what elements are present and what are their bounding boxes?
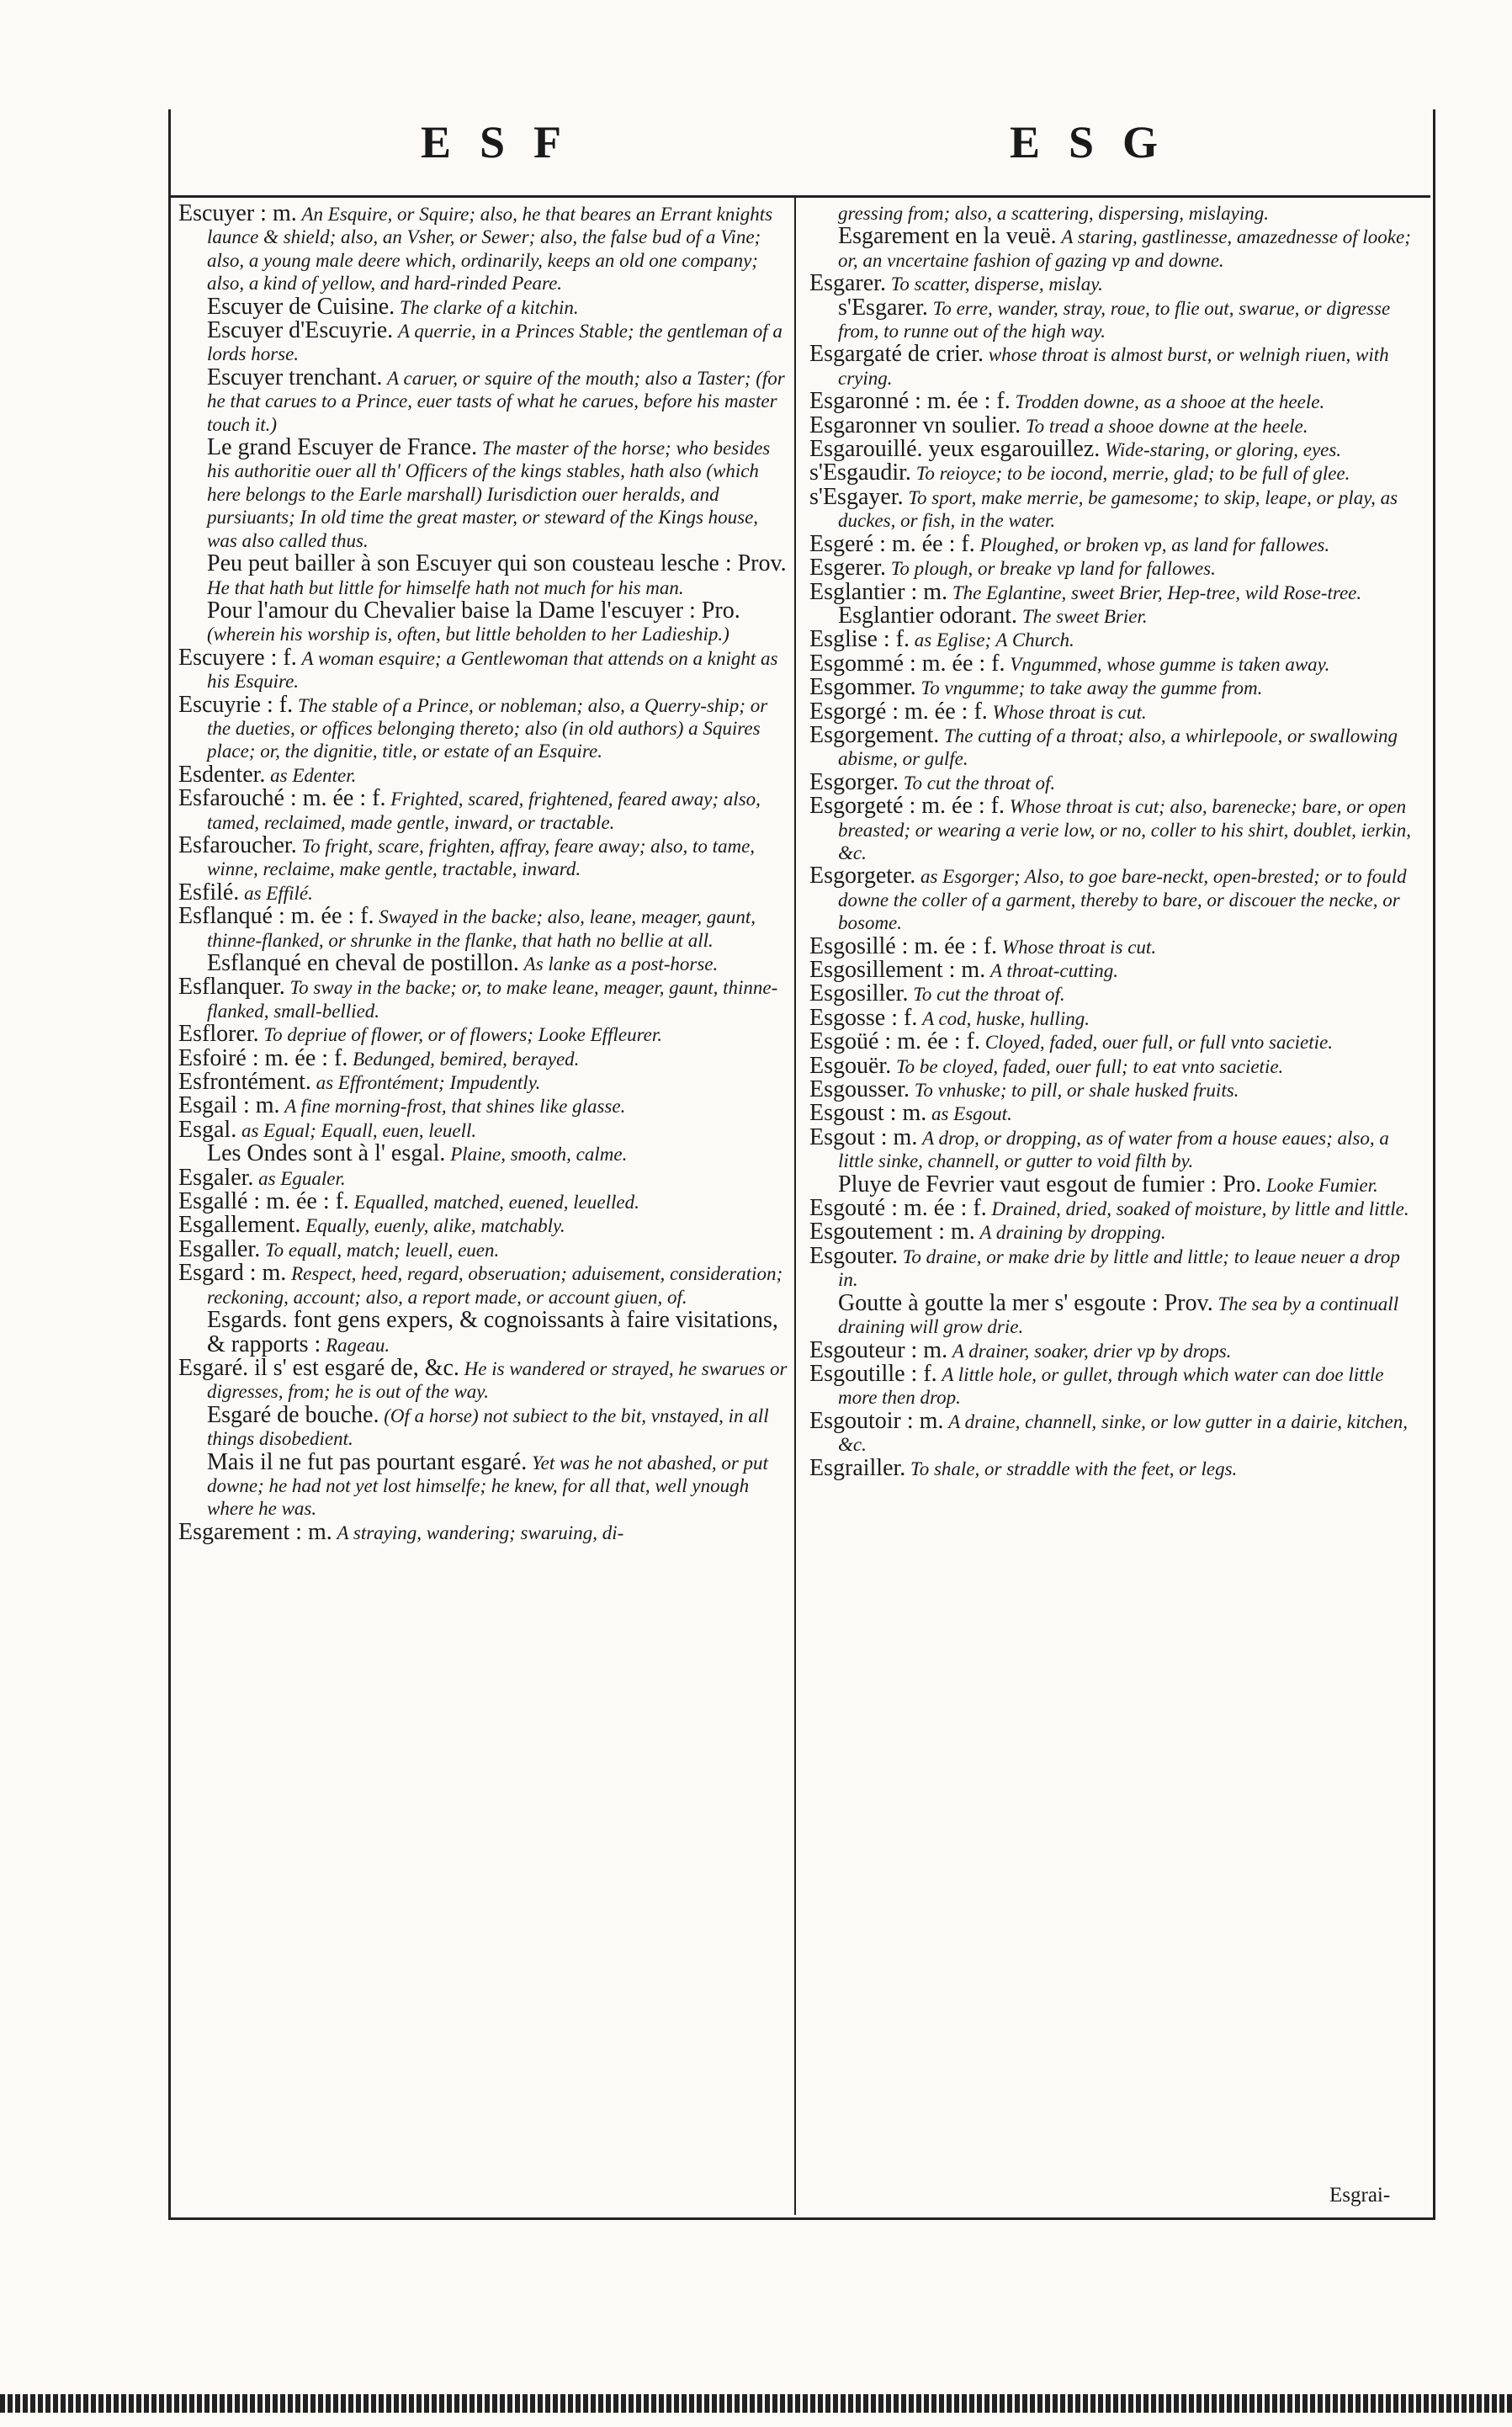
entry-headword: Esgallement. xyxy=(178,1212,301,1239)
dictionary-entry xyxy=(809,864,1424,934)
entry-headword: Esflanquer. xyxy=(178,974,285,1001)
dictionary-entry xyxy=(809,1054,1424,1078)
entry-definition: Whose throat is cut. xyxy=(992,701,1147,723)
entry-headword: Les Ondes sont à l' esgal. xyxy=(207,1140,446,1167)
dictionary-entry xyxy=(809,676,1424,699)
entry-headword: Esdenter. xyxy=(178,761,266,788)
entry-definition: Drained, dried, soaked of moisture, by little and little. xyxy=(991,1198,1409,1220)
dictionary-entry xyxy=(809,1336,1424,1363)
entry-headword: Esgaronné : m. ée : f. xyxy=(809,388,1011,415)
dictionary-entry xyxy=(178,1118,793,1142)
entry-headword: s'Esgayer. xyxy=(809,483,904,510)
entry-definition: whose throat is almost burst, or welnigh riuen, with crying. xyxy=(838,344,1389,389)
entry-definition: Wide-staring, or gloring, eyes. xyxy=(1104,439,1342,461)
entry-definition: A woman esquire; a Gentlewoman that attends on a knight as his Esquire. xyxy=(207,647,778,693)
entry-headword: Esgail : m. xyxy=(178,1092,280,1119)
entry-headword: Esgarement : m. xyxy=(178,1518,332,1545)
dictionary-entry xyxy=(178,1142,793,1166)
dictionary-entry xyxy=(809,1454,1424,1481)
entry-definition: (Of a horse) not subiect to the bit, vnstayed, in all things disobedient. xyxy=(207,1405,769,1450)
entry-definition: To shale, or straddle with the feet, or legs. xyxy=(910,1458,1238,1479)
header-rule xyxy=(168,195,1430,198)
entry-headword: Esgrailler. xyxy=(809,1454,906,1481)
dictionary-entry xyxy=(178,599,793,646)
entry-definition: He is wandered or strayed, he swarues or digresses, from; he is out of the way. xyxy=(207,1357,788,1403)
entry-definition: Plaine, smooth, calme. xyxy=(450,1144,628,1166)
entry-headword: Esflanqué : m. ée : f. xyxy=(178,903,374,930)
entry-definition: The clarke of a kitchin. xyxy=(399,296,579,318)
dictionary-entry xyxy=(178,831,793,881)
dictionary-entry xyxy=(178,1401,793,1451)
column-divider xyxy=(794,195,796,2215)
entry-headword: Esgommé : m. ée : f. xyxy=(809,650,1005,677)
dictionary-entry xyxy=(809,794,1424,864)
entry-definition: A drop, or dropping, as of water from a house eaues; also, a little sinke, channell, or gutter to void filth by. xyxy=(838,1127,1389,1172)
dictionary-entry xyxy=(809,1102,1424,1125)
entry-definition: To fright, scare, frighten, affray, feare away; also, to tame, winne, reclaime, make gentle, tractable, inward. xyxy=(207,835,756,880)
entry-definition: A cod, huske, hulling. xyxy=(922,1007,1090,1029)
entry-definition: To depriue of flower, or of flowers; Looke Effleurer. xyxy=(263,1024,663,1046)
dictionary-entry xyxy=(809,932,1424,959)
dictionary-entry xyxy=(178,1214,793,1237)
entry-definition: (wherein his worship is, often, but little beholden to her Ladieship.) xyxy=(207,624,729,645)
entry-headword: Goutte à goutte la mer s' esgoute : Prov. xyxy=(838,1289,1213,1316)
entry-headword: Esgaré de bouche. xyxy=(207,1401,379,1428)
entry-headword: Esgaler. xyxy=(178,1164,254,1191)
entry-definition: To be cloyed, faded, ouer full; to eat vnto sacietie. xyxy=(895,1055,1284,1077)
dictionary-entry xyxy=(178,202,793,295)
entry-definition: A caruer, or squire of the mouth; also a Taster; (for he that carues to a Prince, euer tasts of what he carues, before his master touch it.) xyxy=(207,367,785,435)
entry-definition: To tread a shooe downe at the heele. xyxy=(1025,415,1308,437)
dictionary-entry xyxy=(178,1166,793,1190)
running-head-left: ESF xyxy=(421,117,591,167)
dictionary-entry xyxy=(809,1123,1424,1173)
entry-definition: The cutting of a throat; also, a whirlepoole, or swallowing abisme, or gulfe. xyxy=(838,725,1398,770)
entry-definition: Vngummed, whose gumme is taken away. xyxy=(1010,653,1330,675)
entry-headword: Esgoüé : m. ée : f. xyxy=(809,1028,980,1055)
entry-headword: Esgosiller. xyxy=(809,980,909,1007)
entry-headword: Esgarer. xyxy=(809,270,886,297)
dictionary-entry xyxy=(178,319,793,366)
entry-definition: The sweet Brier. xyxy=(1021,605,1148,627)
entry-headword: Escuyere : f. xyxy=(178,644,297,671)
entry-headword: Esgousser. xyxy=(809,1076,910,1103)
entry-headword: Esgosse : f. xyxy=(809,1004,918,1031)
entry-headword: Esglantier odorant. xyxy=(838,602,1018,629)
dictionary-entry xyxy=(809,721,1424,771)
dictionary-entry xyxy=(809,483,1424,533)
entry-definition: as Esgorger; Also, to goe bare-neckt, open-brested; or to fould downe the coller of a garment, thereby to bare, or discouer the necke, or bosome. xyxy=(838,866,1407,934)
entry-definition: Looke Fumier. xyxy=(1265,1174,1378,1196)
entry-headword: Esgorgeté : m. ée : f. xyxy=(809,793,1005,820)
entry-definition: Respect, heed, regard, obseruation; aduisement, consideration; reckoning, account; also, a report made, or account giuen, of. xyxy=(207,1263,783,1308)
entry-definition: Whose throat is cut; also, barenecke; bare, or open breasted; or wearing a verie low, or no, coller to his shirt, doublet, ierkin, &c. xyxy=(838,796,1411,863)
entry-definition: The stable of a Prince, or nobleman; also, a Querry-ship; or the dueties, or offices belonging thereto; also (in old authors) a Squires place; or, the dignitie, title, or estate of an Esquire. xyxy=(207,694,768,762)
running-head-right: ESG xyxy=(1010,117,1187,167)
entry-definition: A querrie, in a Princes Stable; the gentleman of a lords horse. xyxy=(207,321,783,365)
entry-headword: Esgorgement. xyxy=(809,721,940,748)
entry-definition: He that hath but little for himselfe hath not much for his man. xyxy=(207,576,684,598)
entry-definition: Yet was he not abashed, or put downe; he had not yet lost himselfe; he knew, for all that, well ynough where he was. xyxy=(207,1452,768,1520)
entry-definition: as Eglise; A Church. xyxy=(914,629,1074,651)
entry-definition: To erre, wander, stray, roue, to flie out, swarue, or digresse from, to runne out of the high way. xyxy=(838,297,1391,343)
dictionary-entry xyxy=(809,390,1424,413)
entry-definition: As lanke as a post-horse. xyxy=(523,953,719,975)
entry-definition: Frighted, scared, frightened, feared away; also, tamed, reclaimed, made gentle, inward, or tractable. xyxy=(207,789,761,833)
entry-definition: Whose throat is cut. xyxy=(1001,936,1157,958)
entry-definition: To cut the throat of. xyxy=(903,772,1056,794)
entry-definition: The Eglantine, sweet Brier, Hep-tree, wild Rose-tree. xyxy=(952,582,1362,603)
dictionary-entry xyxy=(178,366,793,436)
dictionary-entry xyxy=(178,1044,793,1071)
entry-headword: Esfarouché : m. ée : f. xyxy=(178,785,386,812)
entry-definition: Bedunged, bemired, berayed. xyxy=(353,1048,580,1070)
dictionary-entry xyxy=(809,1242,1424,1292)
dictionary-entry xyxy=(809,202,1424,225)
dictionary-entry xyxy=(809,959,1424,982)
entry-definition: Swayed in the backe; also, leane, meager, gaunt, thinne-flanked, or shrunke in the flanke, that hath no bellie at all. xyxy=(207,906,756,951)
dictionary-entry xyxy=(178,1070,793,1094)
entry-headword: Esgargaté de crier. xyxy=(809,341,984,368)
entry-definition: To scatter, disperse, mislay. xyxy=(890,274,1103,295)
entry-definition: To equall, match; leuell, euen. xyxy=(264,1239,500,1261)
entry-headword: Escuyer d'Escuyrie. xyxy=(207,317,394,344)
entry-definition: A little hole, or gullet, through which water can doe little more then drop. xyxy=(838,1363,1384,1409)
entry-headword: Esflorer. xyxy=(178,1021,259,1048)
entry-headword: Esgards. font gens expers, & cognoissants à faire visitations, & rapports : xyxy=(207,1307,778,1357)
dictionary-entry xyxy=(809,414,1424,438)
entry-definition: as Egualer. xyxy=(258,1167,346,1189)
entry-definition: To plough, or breake vp land for fallowes. xyxy=(890,558,1216,580)
entry-definition: A staring, gastlinesse, amazednesse of looke; or, an vncertaine fashion of gazing vp and downe. xyxy=(838,226,1411,271)
entry-headword: Esgorger. xyxy=(809,768,899,795)
dictionary-entry xyxy=(809,982,1424,1006)
entry-headword: Esglantier : m. xyxy=(809,578,948,605)
dictionary-entry xyxy=(809,343,1424,390)
entry-definition: A throat-cutting. xyxy=(989,960,1119,981)
entry-headword: Escuyer de Cuisine. xyxy=(207,293,395,320)
entry-definition: Rageau. xyxy=(326,1334,390,1356)
entry-headword: Esgard : m. xyxy=(178,1260,287,1287)
entry-headword: Esgoutille : f. xyxy=(809,1360,937,1387)
entry-definition: To vnhuske; to pill, or shale husked fruits. xyxy=(914,1080,1239,1102)
dictionary-entry xyxy=(809,1078,1424,1102)
entry-headword: Esfrontément. xyxy=(178,1069,311,1096)
entry-definition: A drainer, soaker, drier vp by drops. xyxy=(952,1340,1232,1362)
entry-definition: Equalled, matched, euened, leuelled. xyxy=(353,1192,639,1214)
dictionary-entry xyxy=(809,1289,1424,1339)
entry-headword: Esgaronner vn soulier. xyxy=(809,412,1021,438)
entry-headword: Esgerer. xyxy=(809,555,886,582)
entry-headword: Esgal. xyxy=(178,1116,237,1143)
dictionary-entry xyxy=(809,556,1424,580)
entry-headword: Peu peut bailler à son Escuyer qui son cousteau lesche : Prov. xyxy=(207,550,787,577)
entry-definition: The sea by a continuall draining will grow drie. xyxy=(838,1293,1399,1338)
dictionary-entry xyxy=(178,646,793,693)
dictionary-entry xyxy=(178,1309,793,1357)
dictionary-entry xyxy=(809,1407,1424,1457)
dictionary-entry xyxy=(178,905,793,952)
dictionary-entry xyxy=(809,578,1424,605)
entry-headword: Le grand Escuyer de France. xyxy=(207,434,478,461)
dictionary-entry xyxy=(809,628,1424,651)
dictionary-entry xyxy=(178,693,793,763)
dictionary-entry xyxy=(178,1448,793,1521)
left-column xyxy=(178,202,793,1544)
entry-headword: Esgaré. il s' est esgaré de, &c. xyxy=(178,1354,459,1381)
entry-definition: Trodden downe, as a shooe at the heele. xyxy=(1015,391,1325,413)
entry-headword: Esgouter. xyxy=(809,1242,898,1269)
entry-definition: as Egual; Equall, euen, leuell. xyxy=(241,1119,477,1141)
dictionary-entry xyxy=(809,272,1424,295)
dictionary-entry xyxy=(178,1354,793,1404)
entry-headword: Esgaller. xyxy=(178,1235,261,1262)
entry-definition: To sway in the backe; or, to make leane, meager, gaunt, thinne-flanked, small-bellied. xyxy=(207,977,778,1022)
dictionary-entry xyxy=(178,436,793,552)
entry-headword: Esgallé : m. ée : f. xyxy=(178,1188,349,1215)
dictionary-entry xyxy=(809,530,1424,557)
dictionary-entry xyxy=(809,604,1424,628)
entry-headword: Esgorgeter. xyxy=(809,863,916,890)
entry-definition: as Edenter. xyxy=(270,764,357,786)
dictionary-entry xyxy=(178,1190,793,1214)
entry-definition: To cut the throat of. xyxy=(913,984,1065,1006)
entry-headword: Esgouté : m. ée : f. xyxy=(809,1195,987,1222)
entry-headword: Esgout : m. xyxy=(809,1123,918,1150)
entry-headword: Escuyer : m. xyxy=(178,200,297,226)
entry-headword: Esglise : f. xyxy=(809,626,910,653)
entry-headword: Esgouër. xyxy=(809,1052,892,1079)
entry-definition: Ploughed, or broken vp, as land for fallowes. xyxy=(979,534,1330,555)
entry-headword: Esgarouillé. yeux esgarouillez. xyxy=(809,436,1101,463)
entry-headword: Mais il ne fut pas pourtant esgaré. xyxy=(207,1448,528,1475)
entry-headword: Esgosillé : m. ée : f. xyxy=(809,932,998,959)
dictionary-entry xyxy=(809,768,1424,795)
dictionary-entry xyxy=(178,787,793,834)
entry-headword: Esfaroucher. xyxy=(178,831,297,858)
dictionary-entry xyxy=(178,881,793,905)
dictionary-entry xyxy=(809,1030,1424,1054)
entry-definition: A draining by dropping. xyxy=(979,1222,1166,1244)
entry-headword: Pour l'amour du Chevalier baise la Dame l'escuyer : Pro. xyxy=(207,597,740,624)
dictionary-entry xyxy=(809,652,1424,676)
page-edge-band xyxy=(0,2394,1512,2413)
entry-definition: To reioyce; to be iocond, merrie, glad; to be full of glee. xyxy=(915,463,1350,485)
dictionary-entry xyxy=(178,1022,793,1046)
entry-headword: Esgouteur : m. xyxy=(809,1336,948,1363)
dictionary-entry xyxy=(178,1094,793,1118)
dictionary-entry xyxy=(809,296,1424,343)
dictionary-entry xyxy=(809,1173,1424,1197)
entry-definition: as Esgout. xyxy=(931,1103,1012,1125)
dictionary-entry xyxy=(809,1197,1424,1220)
dictionary-entry xyxy=(178,552,793,599)
entry-headword: Pluye de Fevrier vaut esgout de fumier : Pro. xyxy=(838,1171,1262,1198)
dictionary-entry xyxy=(178,1235,793,1262)
entry-definition: as Effilé. xyxy=(244,882,313,904)
dictionary-entry xyxy=(809,1006,1424,1030)
dictionary-entry xyxy=(809,225,1424,272)
entry-headword: s'Esgarer. xyxy=(838,294,928,321)
entry-definition: A fine morning-frost, that shines like glasse. xyxy=(284,1096,626,1118)
dictionary-entry xyxy=(178,295,793,319)
entry-definition: Equally, euenly, alike, matchably. xyxy=(305,1215,565,1237)
entry-headword: Esgommer. xyxy=(809,674,916,701)
dictionary-entry xyxy=(809,461,1424,485)
entry-headword: Esgarement en la veuë. xyxy=(838,223,1057,250)
entry-headword: Esgoutement : m. xyxy=(809,1219,975,1245)
entry-definition: A straying, wandering; swaruing, di- xyxy=(337,1522,624,1543)
entry-headword: Esflanqué en cheval de postillon. xyxy=(207,950,519,976)
entry-headword: Esgorgé : m. ée : f. xyxy=(809,698,988,725)
entry-headword: s'Esgaudir. xyxy=(809,459,911,486)
entry-definition: gressing from; also, a scattering, dispersing, mislaying. xyxy=(838,203,1269,224)
entry-headword: Esfoiré : m. ée : f. xyxy=(178,1044,348,1071)
entry-definition: To vngumme; to take away the gumme from. xyxy=(920,677,1263,699)
entry-headword: Esgosillement : m. xyxy=(809,957,986,983)
entry-headword: Esgoust : m. xyxy=(809,1100,927,1127)
dictionary-entry xyxy=(809,1362,1424,1410)
dictionary-entry xyxy=(809,438,1424,461)
dictionary-entry xyxy=(178,1261,793,1309)
entry-headword: Escuyrie : f. xyxy=(178,691,294,718)
dictionary-entry xyxy=(809,700,1424,724)
dictionary-entry xyxy=(809,1220,1424,1244)
dictionary-entry xyxy=(178,952,793,975)
catchword: Esgrai- xyxy=(1329,2184,1391,2207)
entry-definition: The master of the horse; who besides his authoritie ouer all th' Officers of the kings stables, hath also (which here belongs to the Earle marshall) Iurisdiction ouer heralds, and pursiuants; In old time the great master, or steward of the Kings house, was also called thus. xyxy=(207,438,771,551)
right-column xyxy=(809,202,1424,1480)
entry-headword: Esgeré : m. ée : f. xyxy=(809,530,975,557)
entry-definition: To sport, make merrie, be gamesome; to skip, leape, or play, as duckes, or fish, in the water. xyxy=(838,486,1398,532)
dictionary-entry xyxy=(178,763,793,787)
entry-definition: An Esquire, or Squire; also, he that beares an Errant knights launce & shield; also, an Vsher, or Sewer; also, the false bud of a Vine; also, a young male deere which, ordinarily, keeps an old one company; also, a kind of yellow, and hard-rinded Peare. xyxy=(207,204,773,295)
entry-headword: Esfilé. xyxy=(178,879,240,905)
entry-headword: Esgoutoir : m. xyxy=(809,1407,944,1434)
entry-definition: as Effrontément; Impudently. xyxy=(316,1072,541,1094)
dictionary-entry xyxy=(178,1518,793,1545)
dictionary-entry xyxy=(178,975,793,1022)
entry-headword: Escuyer trenchant. xyxy=(207,364,383,390)
entry-definition: Cloyed, faded, ouer full, or full vnto sacietie. xyxy=(984,1032,1333,1054)
entry-definition: To draine, or make drie by little and little; to leaue neuer a drop in. xyxy=(838,1245,1400,1291)
entry-definition: A draine, channell, sinke, or low gutter in a dairie, kitchen, &c. xyxy=(838,1410,1408,1456)
